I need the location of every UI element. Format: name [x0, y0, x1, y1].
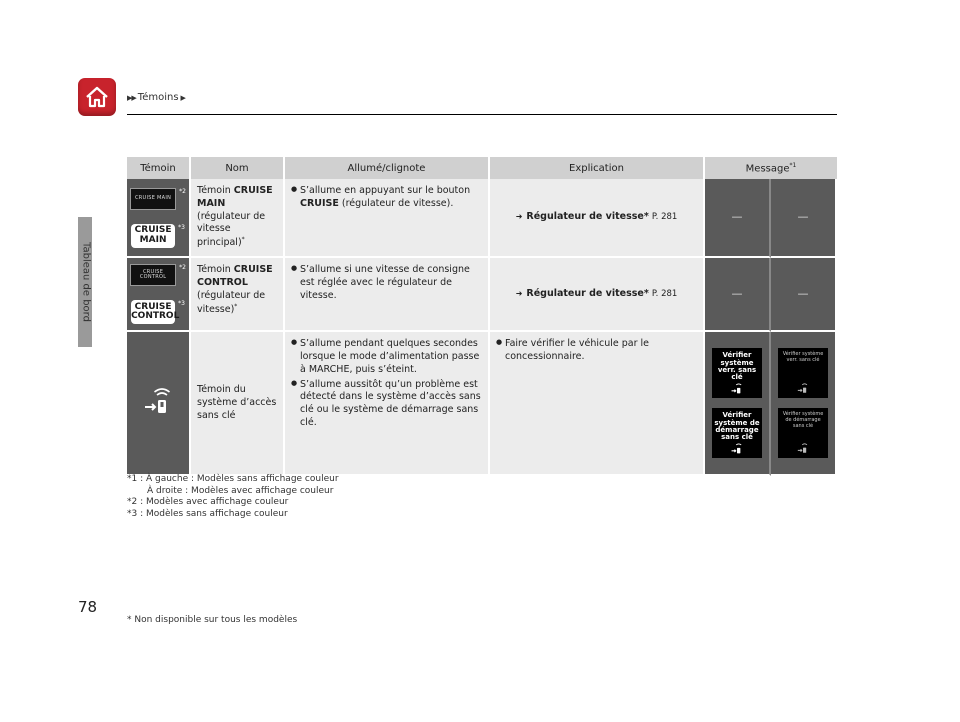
- reference-arrow-icon: ➜: [515, 212, 523, 222]
- home-icon: [84, 85, 110, 109]
- on-flashing-description: ● S’allume en appuyant sur le bouton CRUISE (régulateur de vitesse).: [285, 179, 490, 258]
- message-right: —: [771, 179, 837, 258]
- availability-note: * Non disponible sur tous les modèles: [127, 615, 298, 625]
- reference-arrow-icon: ➜: [515, 288, 523, 298]
- on-flashing-description: ● S’allume si une vitesse de consigne est réglée avec le régulateur de vitesse.: [285, 258, 490, 332]
- table-row: [127, 258, 837, 332]
- keyless-access-system-icon: [795, 382, 811, 394]
- message-right: —: [771, 258, 837, 332]
- cross-reference-link[interactable]: ➜ Régulateur de vitesse* P. 281: [515, 287, 678, 299]
- keyless-access-system-icon: [727, 382, 747, 395]
- explanation-cell: [490, 179, 705, 258]
- home-button[interactable]: [78, 78, 116, 116]
- page-number: 78: [78, 598, 98, 616]
- cruise-main-indicator-icon: CRUISE MAIN: [131, 224, 175, 248]
- col-header-message: Message$^{*1}$: [705, 157, 837, 179]
- col-header-on-flashing: Allumé/clignote: [285, 157, 490, 179]
- cruise-main-indicator-icon: CRUISE MAIN: [130, 188, 176, 210]
- message-left: —: [705, 179, 771, 258]
- table-footnotes: [127, 474, 339, 521]
- message-screen: Vérifier système de démarrage sans clé: [778, 408, 828, 458]
- breadcrumb-link[interactable]: Témoins: [137, 92, 179, 103]
- breadcrumb-arrow-icon: ▶: [180, 93, 185, 102]
- indicator-name: Témoin du système d’accès sans clé: [191, 332, 285, 476]
- indicator-name: Témoin CRUISE CONTROL (régulateur de vitesse)*: [191, 258, 285, 332]
- cross-reference-link[interactable]: ➜ Régulateur de vitesse* P. 281: [515, 211, 678, 223]
- section-label: Tableau de bord: [80, 242, 92, 322]
- indicator-cell: CRUISE MAIN $^{*2}$ CRUISE MAIN $^{*3}$: [127, 179, 191, 258]
- cruise-control-indicator-icon: CRUISE CONTROL: [131, 300, 175, 324]
- footnote: À droite : Modèles avec affichage couleur: [147, 485, 334, 496]
- indicator-cell: [127, 332, 191, 476]
- footnote: *3 : Modèles sans affichage couleur: [127, 509, 288, 520]
- header-divider: [127, 114, 837, 115]
- footnote: *2 : Modèles avec affichage couleur: [127, 497, 289, 508]
- keyless-access-system-icon: [727, 442, 747, 455]
- col-header-explanation: Explication: [490, 157, 705, 179]
- keyless-access-system-icon: [795, 442, 811, 454]
- message-screen: Vérifier système de démarrage sans clé: [712, 408, 762, 458]
- message-screen: Vérifier système verr. sans clé: [778, 348, 828, 398]
- table-header-row: [127, 157, 837, 179]
- on-flashing-description: ● S’allume pendant quelques secondes lorsque le mode d’alimentation passe à MARCHE, puis s’éteint. ● S’allume aussitôt qu’un problème est détecté dans le système d’accès sans clé ou le système de démarrage sans clé.: [285, 332, 490, 476]
- indicator-table: [127, 157, 837, 476]
- indicator-cell: CRUISE CONTROL $^{*2}$ CRUISE CONTROL $^{*3}$: [127, 258, 191, 332]
- indicator-name: Témoin CRUISE MAIN (régulateur de vitesse principal)*: [191, 179, 285, 258]
- col-header-name: Nom: [191, 157, 285, 179]
- explanation-cell: [490, 258, 705, 332]
- breadcrumb-arrow-icon: ▶▶: [127, 93, 136, 102]
- message-screen: Vérifier système verr. sans clé: [712, 348, 762, 398]
- col-header-indicator: Témoin: [127, 157, 191, 179]
- cruise-control-indicator-icon: CRUISE CONTROL: [130, 264, 176, 286]
- message-right: [771, 332, 837, 476]
- message-left: —: [705, 258, 771, 332]
- keyless-access-system-icon: [141, 386, 175, 416]
- message-left: [705, 332, 771, 476]
- footnote: *1 : À gauche : Modèles sans affichage couleur: [127, 474, 339, 484]
- explanation-cell: ● Faire vérifier le véhicule par le concessionnaire.: [490, 332, 705, 476]
- table-row: [127, 332, 837, 476]
- table-row: [127, 179, 837, 258]
- breadcrumb: [127, 92, 185, 103]
